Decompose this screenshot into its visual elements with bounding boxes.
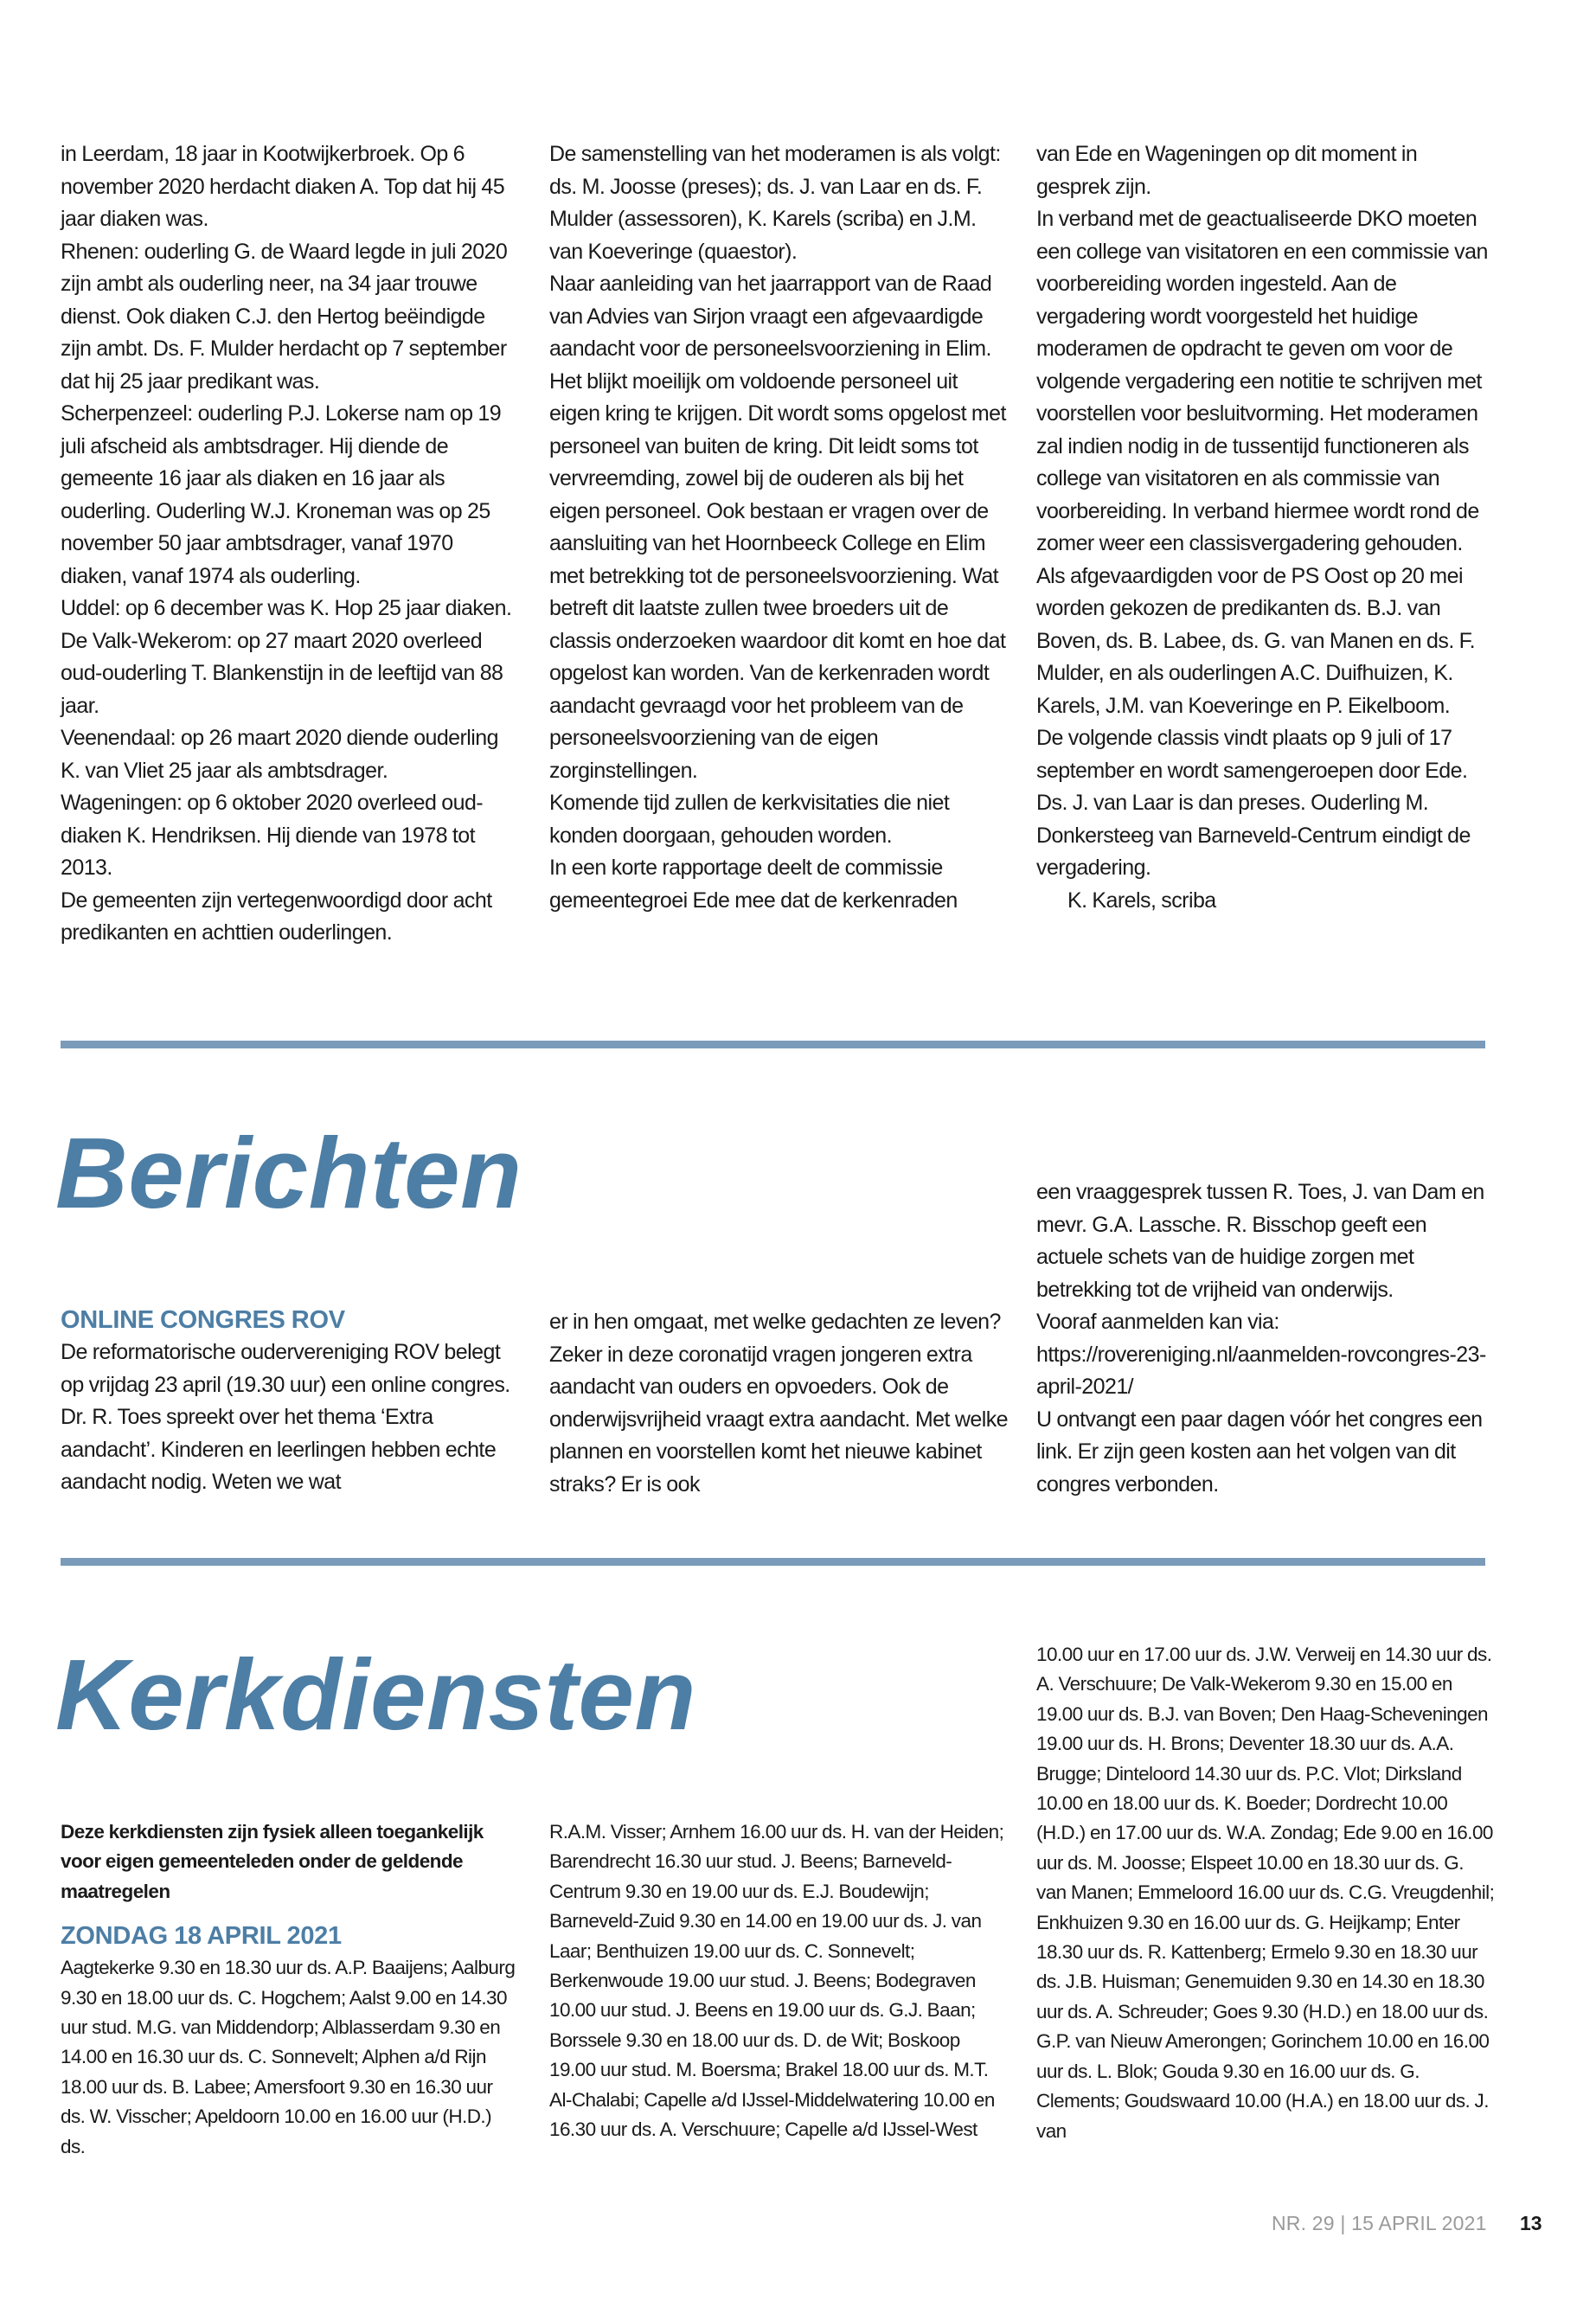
paragraph: U ontvangt een paar dagen vóór het congres een link. Er zijn geen kosten aan het volgen van dit congres verbonden. (1036, 1407, 1483, 1497)
kerkdiensten-column-3 (1036, 1640, 1495, 2146)
registration-link[interactable]: https://rovereniging.nl/aanmelden-rovcongres-23-april-2021/ (1036, 1342, 1486, 1399)
service-list: 10.00 uur en 17.00 uur ds. J.W. Verweij en 14.30 uur ds. A. Verschuure; De Valk-Wekerom 9.30 en 15.00 en 19.00 uur ds. B.J. van Boven; Den Haag-Scheveningen 19.00 uur ds. H. Brons; Deventer 18.30 uur ds. A.A. Brugge; Dinteloord 14.30 uur ds. P.C. Vlot; Dirksland 10.00 en 18.00 uur ds. K. Boeder; Dordrecht 10.00 (H.D.) en 17.00 uur ds. W.A. Zondag; Ede 9.00 en 16.00 uur ds. M. Joosse; Elspeet 10.00 en 18.30 uur ds. G. van Manen; Emmeloord 16.00 uur ds. C.G. Vreugdenhil; Enkhuizen 9.30 en 16.00 uur ds. G. Heijkamp; Enter 18.30 uur ds. R. Kattenberg; Ermelo 9.30 en 18.30 uur ds. J.B. Huisman; Genemuiden 9.30 en 14.30 en 18.30 uur ds. A. Schreuder; Goes 9.30 (H.D.) en 18.00 uur ds. G.P. van Nieuw Amerongen; Gorinchem 10.00 en 16.00 uur ds. L. Blok; Gouda 9.30 en 16.00 uur ds. G. Clements; Goudswaard 10.00 (H.A.) en 18.00 uur ds. J. van (1036, 1644, 1495, 2142)
paragraph: In een korte rapportage deelt de commissie gemeentegroei Ede mee dat de kerkenraden (549, 856, 958, 913)
signature: K. Karels, scriba (1067, 888, 1216, 913)
kerkdiensten-column-2 (549, 1817, 1008, 2144)
paragraph: er in hen omgaat, met welke gedachten ze leven? Zeker in deze coronatijd vragen jongeren extra aandacht van ouders en opvoeders. Ook de onderwijsvrijheid vraagt extra aandacht. Met welke plannen en voorstellen komt het nieuwe kabinet straks? Er is ook (549, 1310, 1008, 1497)
paragraph: De reformatorische oudervereniging ROV belegt op vrijdag 23 april (19.30 uur) een online congres. Dr. R. Toes spreekt over het thema ‘Extra aandacht’. Kinderen en leerlingen hebben echte aandacht nodig. Weten we wat (61, 1340, 510, 1494)
paragraph: Als afgevaardigden voor de PS Oost op 20 mei worden gekozen de predikanten ds. B.J. van Boven, ds. B. Labee, ds. G. van Manen en ds. F. Mulder, en als ouderlingen A.C. Duifhuizen, K. Karels, J.M. van Koeveringe en P. Eikelboom. (1036, 563, 1475, 718)
paragraph: De Valk-Wekerom: op 27 maart 2020 overleed oud-ouderling T. Blankenstijn in de leeftijd van 88 jaar. (61, 628, 503, 718)
paragraph: in Leerdam, 18 jaar in Kootwijkerbroek. Op 6 november 2020 herdacht diaken A. Top dat hij 45 jaar diaken was. (61, 142, 505, 231)
paragraph: Vooraf aanmelden kan via: (1036, 1310, 1279, 1334)
classis-column-3 (1036, 138, 1495, 917)
kerkdiensten-column-1 (61, 1817, 519, 2162)
service-list: R.A.M. Visser; Arnhem 16.00 uur ds. H. van der Heiden; Barendrecht 16.30 uur stud. J. Beens; Barneveld-Centrum 9.30 en 19.00 uur ds. E.J. Boudewijn; Barneveld-Zuid 9.30 en 14.00 en 19.00 uur ds. J. van Laar; Benthuizen 19.00 uur ds. C. Sonnevelt; Berkenwoude 19.00 uur stud. J. Beens; Bodegraven 10.00 uur stud. J. Beens en 19.00 uur ds. G.J. Baan; Borssele 9.30 en 18.00 uur ds. D. de Wit; Boskoop 19.00 uur stud. M. Boersma; Brakel 18.00 uur ds. M.T. Al-Chalabi; Capelle a/d IJssel-Middelwatering 10.00 en 16.30 uur ds. A. Verschuure; Capelle a/d IJssel-West (549, 1821, 1004, 2141)
kerkdiensten-intro: Deze kerkdiensten zijn fysiek alleen toegankelijk voor eigen gemeenteleden onder de geldende maatregelen (61, 1821, 484, 1902)
page-number: 13 (1520, 2212, 1542, 2234)
paragraph: een vraaggesprek tussen R. Toes, J. van Dam en mevr. G.A. Lassche. R. Bisschop geeft een actuele schets van de huidige zorgen met betrekking tot de vrijheid van onderwijs. (1036, 1180, 1484, 1302)
paragraph: Scherpenzeel: ouderling P.J. Lokerse nam op 19 juli afscheid als ambtsdrager. Hij diende de gemeente 16 jaar als diaken en 16 jaar als ouderling. Ouderling W.J. Kroneman was op 25 november 50 jaar ambtsdrager, vanaf 1970 diaken, vanaf 1974 als ouderling. (61, 401, 502, 588)
berichten-column-3 (1036, 1176, 1495, 1501)
service-date: ZONDAG 18 APRIL 2021 (61, 1922, 342, 1951)
section-divider (61, 1041, 1485, 1048)
section-heading-kerkdiensten: Kerkdiensten (55, 1638, 696, 1751)
paragraph: De gemeenten zijn vertegenwoordigd door acht predikanten en achttien ouderlingen. (61, 888, 492, 945)
paragraph: De volgende classis vindt plaats op 9 juli of 17 september en wordt samengeroepen door Ede. Ds. J. van Laar is dan preses. Ouderling M. Donkersteeg van Barneveld-Centrum eindigt de vergadering. (1036, 726, 1471, 880)
service-list: Aagtekerke 9.30 en 18.30 uur ds. A.P. Baaijens; Aalburg 9.30 en 18.00 uur ds. C. Hogchem; Aalst 9.00 en 14.30 uur stud. M.G. van Middendorp; Alblasserdam 9.30 en 14.00 en 16.30 uur ds. C. Sonnevelt; Alphen a/d Rijn 18.00 uur ds. B. Labee; Amersfoort 9.30 en 16.30 uur ds. W. Visscher; Apeldoorn 10.00 en 16.00 uur (H.D.) ds. (61, 1957, 516, 2157)
paragraph: Wageningen: op 6 oktober 2020 overleed oud-diaken K. Hendriksen. Hij diende van 1978 tot 2013. (61, 791, 484, 880)
classis-column-2 (549, 138, 1008, 917)
paragraph: Veenendaal: op 26 maart 2020 diende ouderling K. van Vliet 25 jaar als ambtsdrager. (61, 726, 499, 783)
paragraph: Naar aanleiding van het jaarrapport van de Raad van Advies van Sirjon vraagt een afgevaardigde aandacht voor de personeelsvoorziening in Elim. Het blijkt moeilijk om voldoende personeel uit eigen kring te krijgen. Dit wordt soms opgelost met personeel van buiten de kring. Dit leidt soms tot vervreemding, zowel bij de ouderen als bij het eigen personeel. Ook bestaan er vragen over de aansluiting van het Hoornbeeck College en Elim met betrekking tot de personeelsvoorziening. Wat betreft dit laatste zullen twee broeders uit de classis onderzoeken waardoor dit komt en hoe dat opgelost kan worden. Van de kerkenraden wordt aandacht gevraagd voor het probleem van de personeelsvoorziening van de eigen zorginstellingen. (549, 272, 1006, 783)
section-heading-berichten: Berichten (55, 1117, 522, 1229)
paragraph: Rhenen: ouderling G. de Waard legde in juli 2020 zijn ambt als ouderling neer, na 34 jaar trouwe dienst. Ook diaken C.J. den Hertog beëindigde zijn ambt. Ds. F. Mulder herdacht op 7 september dat hij 25 jaar predikant was. (61, 239, 508, 394)
paragraph: Komende tijd zullen de kerkvisitaties die niet konden doorgaan, gehouden worden. (549, 791, 950, 848)
paragraph: Uddel: op 6 december was K. Hop 25 jaar diaken. (61, 596, 512, 620)
berichten-column-2 (549, 1306, 1008, 1501)
article-subheading: ONLINE CONGRES ROV (61, 1306, 345, 1334)
paragraph: In verband met de geactualiseerde DKO moeten een college van visitatoren en een commissie van voorbereiding worden ingesteld. Aan de vergadering wordt voorgesteld het huidige moderamen de opdracht te geven om voor de volgende vergadering een notitie te schrijven met voorstellen voor besluitvorming. Het moderamen zal indien nodig in de tussentijd functioneren als college van visitatoren en als commissie van voorbereiding. In verband hiermee wordt rond de zomer weer een classisvergadering gehouden. (1036, 207, 1488, 555)
berichten-column-1 (61, 1304, 519, 1499)
section-divider (61, 1558, 1485, 1566)
paragraph: van Ede en Wageningen op dit moment in gesprek zijn. (1036, 142, 1418, 199)
classis-column-1 (61, 138, 519, 950)
issue-label: NR. 29 | 15 APRIL 2021 (1272, 2212, 1487, 2234)
paragraph: De samenstelling van het moderamen is als volgt: ds. M. Joosse (preses); ds. J. van Laar en ds. F. Mulder (assessoren), K. Karels (scriba) en J.M. van Koeveringe (quaestor). (549, 142, 1001, 264)
